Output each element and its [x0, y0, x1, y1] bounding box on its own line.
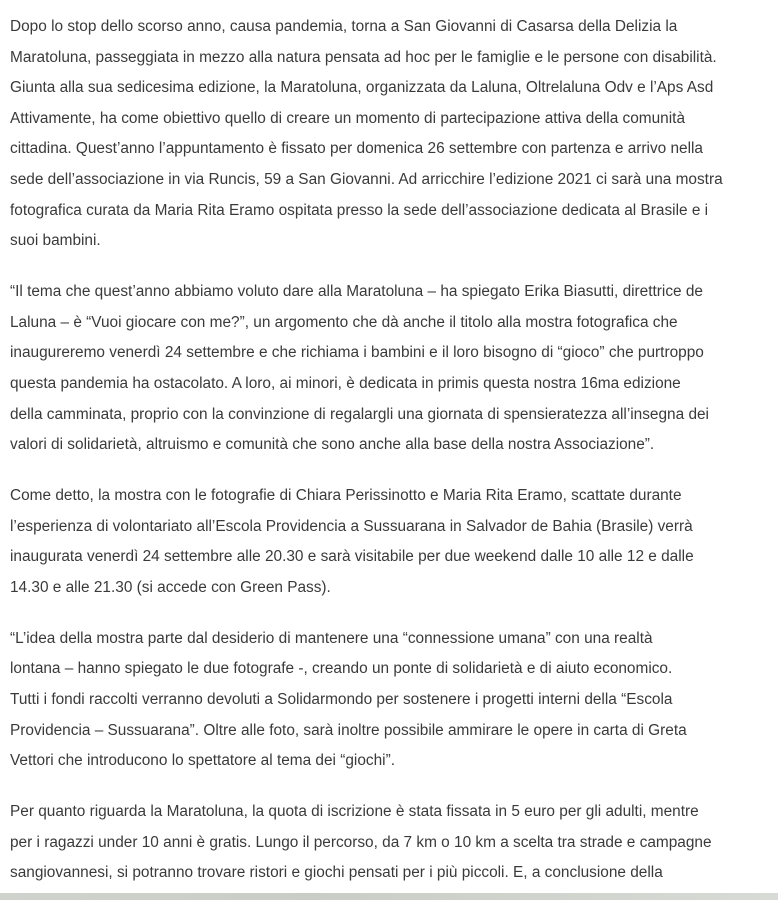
text-line: per i ragazzi under 10 anni è gratis. Lungo il percorso, da 7 km o 10 km a scelta tra strade e campagne	[10, 833, 712, 851]
paragraph-quote-biasutti	[10, 277, 778, 461]
text-line: “Il tema che quest’anno abbiamo voluto dare alla Maratoluna – ha spiegato Erika Biasutti, direttrice de	[10, 283, 703, 301]
text-line: Tutti i fondi raccolti verranno devoluti a Solidarmondo per sostenere i progetti interni della “Escola	[10, 691, 673, 709]
text-line: lontana – hanno spiegato le due fotografe -, creando un ponte di solidarietà e di aiuto economico.	[10, 660, 673, 678]
paragraph-intro	[10, 12, 778, 257]
text-line: questa pandemia ha ostacolato. A loro, ai minori, è dedicata in primis questa nostra 16ma edizione	[10, 374, 681, 392]
text-line: cittadina. Quest’anno l’appuntamento è fissato per domenica 26 settembre con partenza e arrivo nella	[10, 140, 703, 158]
text-line: 14.30 e alle 21.30 (si accede con Green Pass).	[10, 578, 331, 596]
paragraph-exhibition	[10, 481, 778, 603]
text-line: suoi bambini.	[10, 232, 101, 250]
article-body	[10, 12, 778, 909]
text-line: inaugurata venerdì 24 settembre alle 20.30 e sarà visitabile per due weekend dalle 10 alle 12 e dalle	[10, 548, 694, 566]
text-line: della camminata, proprio con la convinzione di regalargli una giornata di spensieratezza all’insegna dei	[10, 405, 709, 423]
paragraph-quote-photographers	[10, 624, 778, 777]
text-line: fotografica curata da Maria Rita Eramo ospitata presso la sede dell’associazione dedicata al Brasile e i	[10, 201, 709, 219]
text-line: inaugureremo venerdì 24 settembre e che richiama i bambini e il loro bisogno di “gioco” che purtroppo	[10, 344, 704, 362]
text-line: Per quanto riguarda la Maratoluna, la quota di iscrizione è stata fissata in 5 euro per gli adulti, mentre	[10, 803, 699, 821]
image-top-edge	[0, 893, 778, 900]
paragraph-registration	[10, 797, 778, 889]
text-line: Providencia – Sussuarana”. Oltre alle foto, sarà inoltre possibile ammirare le opere in carta di Greta	[10, 721, 687, 739]
text-line: Giunta alla sua sedicesima edizione, la Maratoluna, organizzata da Laluna, Oltrelaluna Odv e l’Aps Asd	[10, 79, 714, 97]
text-line: sede dell’associazione in via Runcis, 59 a San Giovanni. Ad arricchire l’edizione 2021 ci sarà una mostra	[10, 170, 723, 188]
text-line: Laluna – è “Vuoi giocare con me?”, un argomento che dà anche il titolo alla mostra fotografica che	[10, 313, 678, 331]
text-line: valori di solidarietà, altruismo e comunità che sono anche alla base della nostra Associazione”.	[10, 436, 655, 454]
text-line: Maratoluna, passeggiata in mezzo alla natura pensata ad hoc per le famiglie e le persone con disabilità.	[10, 48, 717, 66]
text-line: Come detto, la mostra con le fotografie di Chiara Perissinotto e Maria Rita Eramo, scattate durante	[10, 487, 682, 505]
text-line: sangiovannesi, si potranno trovare ristori e giochi pensati per i più piccoli. E, a conclusione della	[10, 864, 663, 882]
text-line: Vettori che introducono lo spettatore al tema dei “giochi”.	[10, 752, 395, 770]
text-line: “L’idea della mostra parte dal desiderio di mantenere una “connessione umana” con una realtà	[10, 629, 653, 647]
text-line: l’esperienza di volontariato all’Escola Providencia a Sussuarana in Salvador de Bahia (Brasile) verrà	[10, 517, 693, 535]
text-line: Attivamente, ha come obiettivo quello di creare un momento di partecipazione attiva della comunità	[10, 109, 686, 127]
text-line: Dopo lo stop dello scorso anno, causa pandemia, torna a San Giovanni di Casarsa della Delizia la	[10, 18, 678, 35]
